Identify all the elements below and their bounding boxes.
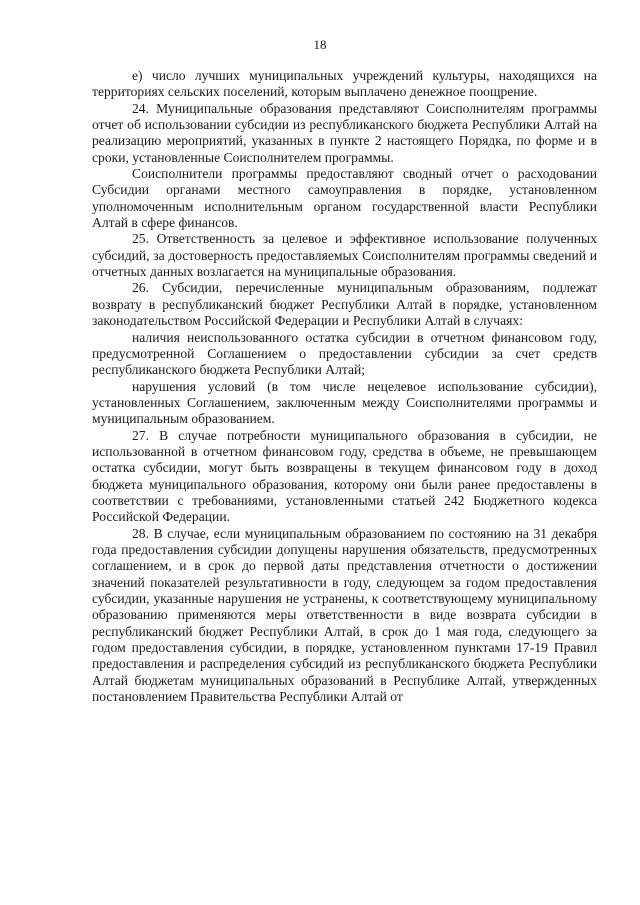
paragraph-28: 28. В случае, если муниципальным образованием по состоянию на 31 декабря года предоставления субсидии допущены нарушения обязательств, предусмотренных соглашением, и в срок до первой даты представления отчетности о достижении значений показателей результативности в году, следующем за годом предоставления субсидии, указанные нарушения не устранены, к соответствующему муниципальному образованию применяются меры ответственности в виде возврата субсидии в республиканский бюджет Республики Алтай, в срок до 1 мая года, следующего за годом предоставления субсидии, в порядке, установленном пунктами 17-19 Правил предоставления и распределения субсидий из республиканского бюджета Республики Алтай бюджетам муниципальных образований в Республике Алтай, утвержденных постановлением Правительства Республики Алтай от: [92, 525, 597, 705]
paragraph-26: 26. Субсидии, перечисленные муниципальным образованиям, подлежат возврату в республиканский бюджет Республики Алтай в порядке, установленном законодательством Российской Федерации и Республики Алтай в случаях:: [92, 280, 597, 329]
paragraph-26-case-violation: нарушения условий (в том числе нецелевое использование субсидии), установленных Соглашением, заключенным между Соисполнителями программы и муниципальным образованием.: [92, 378, 597, 427]
paragraph-24: 24. Муниципальные образования представляют Соисполнителям программы отчет об использовании субсидии из республиканского бюджета Республики Алтай на реализацию мероприятий, указанных в пункте 2 настоящего Порядка, по форме и в сроки, установленные Соисполнителем программы.: [92, 100, 597, 165]
page-number: 18: [313, 37, 327, 52]
document-body: [92, 68, 597, 705]
paragraph-clause-e: е) число лучших муниципальных учреждений культуры, находящихся на территориях сельских поселений, которым выплачено денежное поощрение.: [92, 68, 597, 100]
paragraph-25: 25. Ответственность за целевое и эффективное использование полученных субсидий, за достоверность предоставляемых Соисполнителям программы сведений и отчетных данных возлагается на муниципальные образования.: [92, 231, 597, 280]
paragraph-26-case-unused-balance: наличия неиспользованного остатка субсидии в отчетном финансовом году, предусмотренной Соглашением о предоставлении субсидии за счет средств республиканского бюджета Республики Алтай;: [92, 329, 597, 378]
paragraph-27: 27. В случае потребности муниципального образования в субсидии, не использованной в отчетном финансовом году, средства в объеме, не превышающем остатка субсидии, могут быть возвращены в текущем финансовом году в доход бюджета муниципального образования, которому они были ранее предоставлены в соответствии с требованиями, установленными статьей 242 Бюджетного кодекса Российской Федерации.: [92, 427, 597, 525]
paragraph-24-summary-report: Соисполнители программы предоставляют сводный отчет о расходовании Субсидии органами местного самоуправления в порядке, установленном уполномоченным исполнительным органом государственной власти Республики Алтай в сфере финансов.: [92, 166, 597, 231]
